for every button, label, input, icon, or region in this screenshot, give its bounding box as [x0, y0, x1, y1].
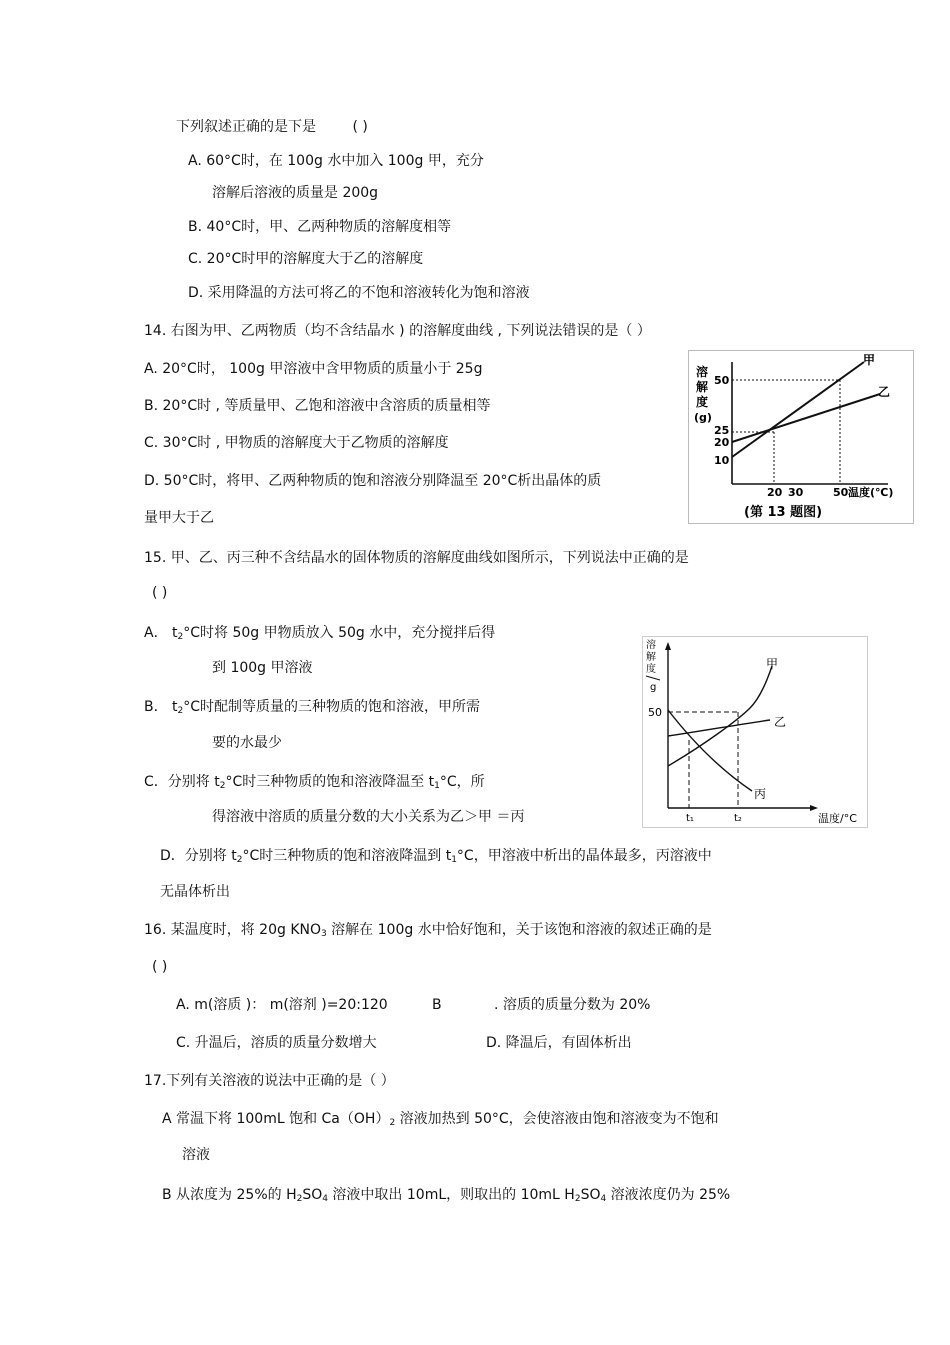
curve-bing	[668, 710, 752, 791]
ylabel-2: 解	[646, 652, 656, 663]
label-yi: 乙	[774, 715, 787, 729]
y-axis-arrow	[665, 642, 671, 650]
ylabel-3: 度	[696, 395, 709, 409]
label-jia: 甲	[766, 657, 779, 671]
q15-option-a: A． $t_2^\circ C$时将 50g 甲物质放入 50g 水中，充分搅拌后得	[144, 625, 496, 642]
xtick-20: 20	[767, 486, 783, 499]
curve-jia	[668, 666, 772, 766]
q15-option-b-cont: 要的水最少	[212, 735, 282, 751]
q17-stem: 17.下列有关溶液的说法中正确的是（ ）	[144, 1073, 395, 1089]
ylabel-2: 解	[696, 380, 709, 394]
ylabel-divider	[646, 676, 660, 680]
q16-stem: 16. 某温度时，将 20g $KNO_3$ 溶解在 100g 水中恰好饱和，关于该饱和溶液的叙述正确的是	[144, 922, 712, 939]
q15-solubility-figure	[642, 636, 868, 828]
label-bing: 丙	[754, 787, 767, 801]
ytick-20: 20	[714, 436, 730, 449]
q14-option-c: C. 30°C时 , 甲物质的溶解度大于乙物质的溶解度	[144, 435, 449, 451]
q13-option-a-cont: 溶解后溶液的质量是 200g	[212, 185, 379, 201]
ylabel-4: g	[650, 682, 657, 693]
q15-solubility-chart	[642, 636, 868, 828]
curve-yi	[732, 394, 880, 442]
xtick-t2: t₂	[734, 813, 742, 824]
q16-option-b: . 溶质的质量分数为 20%	[494, 997, 651, 1013]
x-axis-arrow	[810, 805, 818, 811]
figure-caption: (第 13 题图)	[744, 505, 823, 520]
ytick-50: 50	[648, 706, 662, 719]
q15-option-c-cont: 得溶液中溶质的质量分数的大小关系为乙＞甲 ＝丙	[212, 809, 525, 825]
ylabel-1: 溶	[646, 640, 656, 651]
q15-option-a-cont: 到 100g 甲溶液	[212, 660, 313, 676]
q14-option-d: D. 50°C时，将甲、乙两种物质的饱和溶液分别降温至 20°C析出晶体的质	[144, 473, 602, 489]
q13-option-d: D. 采用降温的方法可将乙的不饱和溶液转化为饱和溶液	[188, 285, 530, 301]
q15-paren: ( )	[152, 585, 168, 601]
xtick-30: 30	[788, 486, 804, 499]
xtick-t1: t₁	[686, 813, 694, 824]
q16-option-c: C. 升温后，溶质的质量分数增大	[176, 1035, 377, 1051]
q15-stem: 15. 甲、乙、丙三种不含结晶水的固体物质的溶解度曲线如图所示，下列说法中正确的是	[144, 550, 689, 566]
ylabel-1: 溶	[696, 365, 709, 379]
q17-option-a: A 常温下将 100mL 饱和 $Ca(OH)_2$ 溶液加热到 50°C，会使溶液由饱和溶液变为不饱和	[162, 1111, 719, 1128]
q15-option-d-cont: 无晶体析出	[160, 884, 230, 900]
q13-stem: 下列叙述正确的是下是 ( )	[176, 119, 368, 135]
ylabel-4: (g)	[694, 411, 712, 424]
q17-option-b: B 从浓度为 25%的 $H_2SO_4$ 溶液中取出 10mL，则取出的 10mL $H_2SO_4$ 溶液浓度仍为 25%	[162, 1187, 731, 1204]
q14-option-d-cont: 量甲大于乙	[144, 510, 214, 526]
ytick-10: 10	[714, 454, 730, 467]
q17-option-a-cont: 溶液	[182, 1147, 210, 1163]
ytick-25: 25	[714, 424, 730, 437]
q14-stem: 14. 右图为甲、乙两物质（均不含结晶水 ) 的溶解度曲线 , 下列说法错误的是（ ）	[144, 323, 651, 339]
curve-jia	[732, 362, 864, 457]
q13-option-a: A. 60°C时，在 100g 水中加入 100g 甲，充分	[188, 153, 484, 169]
q13-option-c: C. 20°C时甲的溶解度大于乙的溶解度	[188, 251, 424, 267]
q16-paren: ( )	[152, 959, 168, 975]
label-jia: 甲	[863, 353, 876, 367]
q13-option-b: B. 40°C时，甲、乙两种物质的溶解度相等	[188, 219, 452, 235]
q14-option-a: A. 20°C时， 100g 甲溶液中含甲物质的质量小于 25g	[144, 361, 483, 377]
q15-option-c: C．分别将 $t_2^\circ C$时三种物质的饱和溶液降温至 $t_1^\circ C$，所	[144, 774, 485, 791]
q14-option-b: B. 20°C时 , 等质量甲、乙饱和溶液中含溶质的质量相等	[144, 398, 491, 414]
q16-option-b-letter: B	[432, 997, 442, 1013]
xlabel: 温度/°C	[818, 812, 857, 825]
q16-option-a: A. m(溶质 )： m(溶剂 )=20:120	[176, 997, 388, 1013]
ylabel-3: 度	[646, 664, 656, 675]
q14-solubility-figure	[688, 350, 914, 524]
xtick-50: 50	[833, 486, 849, 499]
label-yi: 乙	[878, 385, 891, 399]
q14-solubility-chart	[688, 350, 914, 524]
q16-option-d: D. 降温后，有固体析出	[486, 1035, 632, 1051]
q15-option-b: B． $t_2^\circ C$时配制等质量的三种物质的饱和溶液，甲所需	[144, 699, 481, 716]
xlabel: 温度(℃)	[848, 486, 894, 499]
q15-option-d: D．分别将 $t_2^\circ C$时三种物质的饱和溶液降温到 $t_1^\circ C$，甲溶液中析出的晶体最多，丙溶液中	[160, 848, 712, 865]
ytick-50: 50	[714, 374, 730, 387]
